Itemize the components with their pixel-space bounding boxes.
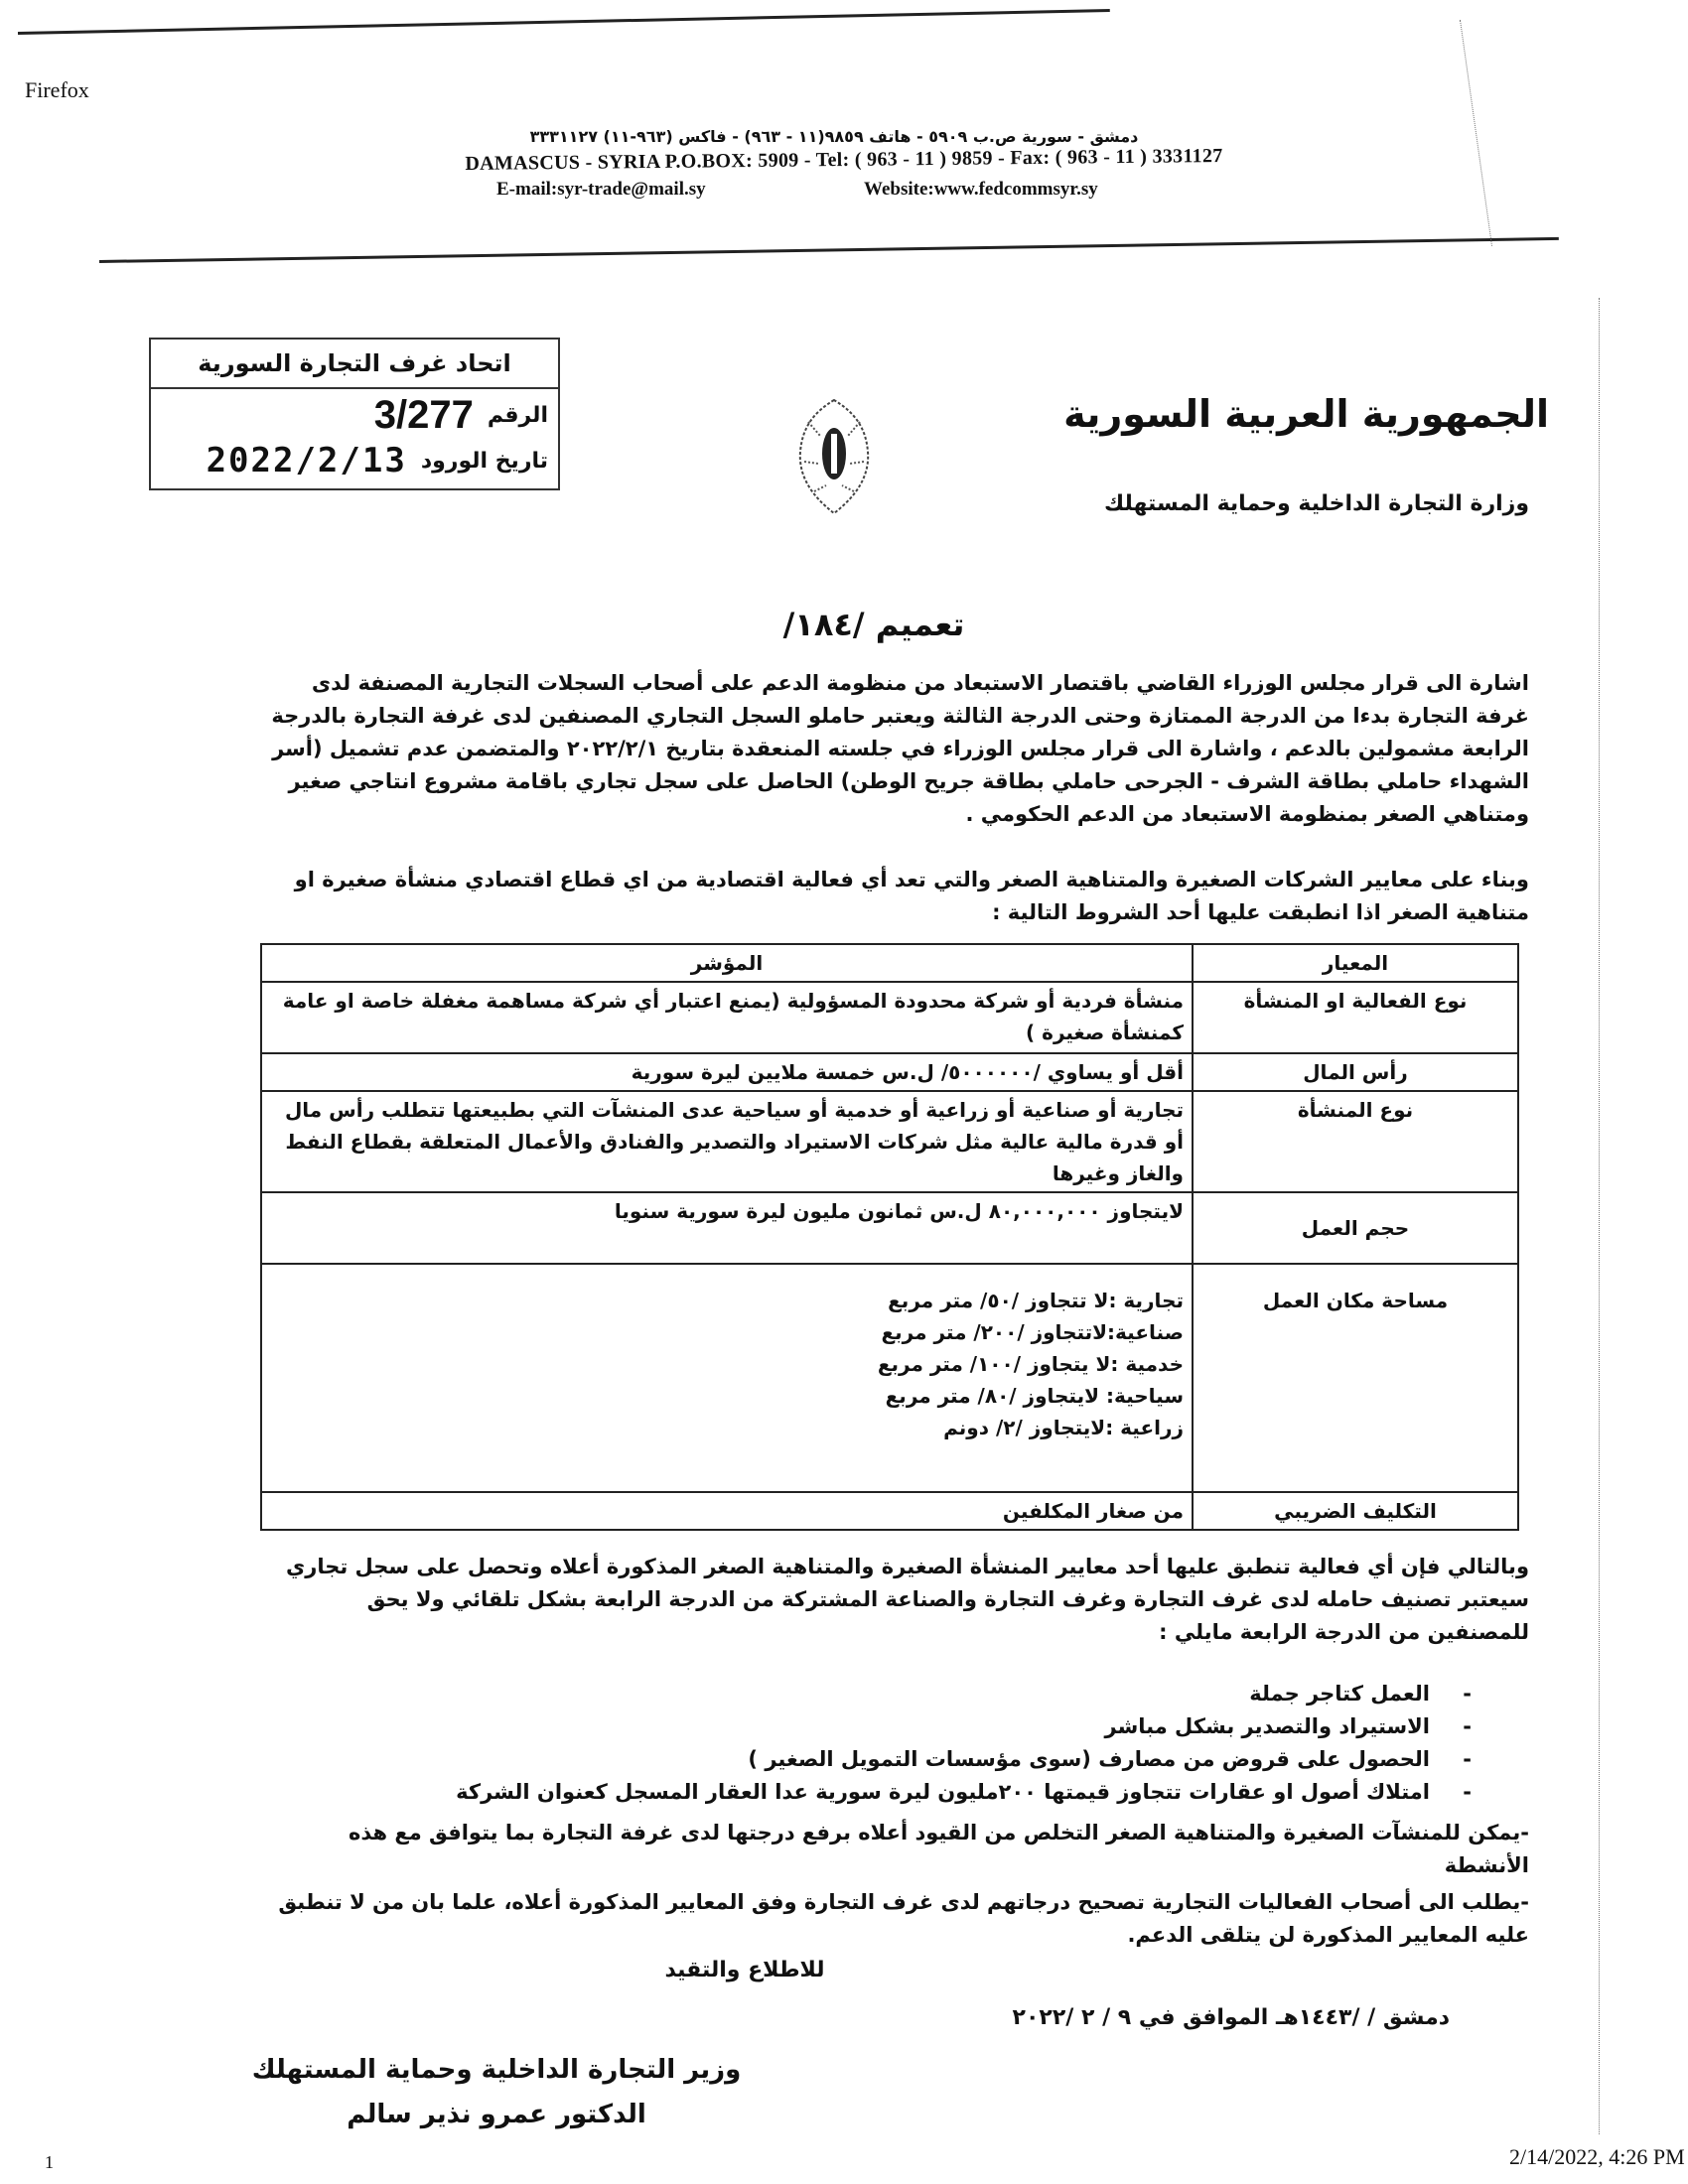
letterhead-address-english: DAMASCUS - SYRIA P.O.BOX: 5909 - Tel: ( 963 - 11 ) 9859 - Fax: ( 963 - 11 ) 3331127 (465, 145, 1223, 175)
table-header-row (261, 944, 1518, 982)
top-scan-edge (18, 9, 1110, 35)
restriction-item: - امتلاك أصول او عقارات تتجاوز قيمتها ٢٠٠مليون ليرة سورية عدا العقار المسجل كعنوان الشركة (258, 1776, 1430, 1809)
indicator-cell: أقل أو يساوي /٥٠٠٠٠٠٠/ ل.س خمسة ملايين ليرة سورية (261, 1053, 1193, 1091)
indicator-cell: منشأة فردية أو شركة محدودة المسؤولية (يمنع اعتبار أي شركة مساهمة مغفلة خاصة او عامة كمنشأة صغيرة ) (261, 982, 1193, 1053)
letterhead-address-arabic: دمشق - سورية ص.ب ٥٩٠٩ - هاتف ٩٨٥٩(١١ - ٩٦٣) - فاكس (٩٦٣-١١) ٣٣٣١١٢٧ (529, 127, 1139, 146)
restriction-item: - العمل كتاجر جملة (258, 1678, 1430, 1710)
intro-paragraph-1: اشارة الى قرار مجلس الوزراء القاضي باقتصار الاستبعاد من منظومة الدعم على أصحاب السجلات التجارية المصنفة لدى غرفة التجارة بدءا من الدرجة الممتازة وحتى الدرجة الثالثة ويعتبر حاملو السجل التجاري المصنفين لدى غرفة التجارة بالدرجة الرابعة مشمولين بالدعم ، واشارة الى قرار مجلس الوزراء في جلسته المنعقدة بتاريخ ٢٠٢٢/٢/١ والمتضمن عدم تشميل (أسر الشهداء حاملي بطاقة الشرف - الجرحى حاملي بطاقة جريح الوطن) الحاصل على سجل تجاري باقامة مشروع انتاجي صغير ومتناهي الصغر بمنظومة الاستبعاد من الدعم الحكومي . (271, 671, 1529, 826)
header-indicator: المؤشر (261, 944, 1193, 982)
page-number: 1 (45, 2152, 54, 2172)
closing-paragraph-2: -يطلب الى أصحاب الفعاليات التجارية تصحيح درجاتهم لدى غرف التجارة وفق المعايير المذكورة أعلاه، علما بان من لا تنطبق عليه المعايير المذكورة لن يتلقى الدعم. (278, 1890, 1529, 1947)
date-line: دمشق / /١٤٤٣هـ الموافق في ٩ / ٢ /٢٠٢٢ (1012, 2005, 1450, 2030)
issuer-ministry: وزارة التجارة الداخلية وحماية المستهلك (1104, 491, 1529, 516)
table-row (261, 1053, 1518, 1091)
syrian-eagle-crest-icon (794, 392, 874, 521)
criterion-cell: نوع الفعالية او المنشأة (1193, 982, 1518, 1053)
criteria-table (260, 943, 1519, 1531)
indicator-cell: من صغار المكلفين (261, 1492, 1193, 1530)
stamp-date-value: 2022/2/13 (206, 441, 407, 480)
area-limit-commercial: تجارية :لا تتجاوز /٥٠/ متر مربع (888, 1289, 1184, 1312)
issuer-republic: الجمهورية العربية السورية (1063, 392, 1549, 436)
signatory-title: وزير التجارة الداخلية وحماية المستهلك (251, 2055, 742, 2085)
stamp-number-value: 3/277 (373, 392, 474, 437)
circular-title: تعميم /١٨٤/ (782, 606, 965, 643)
stamp-number-row (161, 391, 548, 439)
table-row (261, 1192, 1518, 1264)
criterion-cell: حجم العمل (1193, 1192, 1518, 1264)
table-row (261, 1091, 1518, 1192)
letterhead-email: E-mail:syr-trade@mail.sy (496, 179, 706, 200)
for-information-line: للاطلاع والتقيد (664, 1958, 825, 1982)
header-criterion: المعيار (1193, 944, 1518, 982)
criterion-cell: نوع المنشأة (1193, 1091, 1518, 1192)
area-limit-tourism: سياحية: لايتجاوز /٨٠/ متر مربع (885, 1384, 1184, 1408)
stamp-date-label: تاريخ الورود (420, 448, 548, 474)
closing-paragraph-1: -يمكن للمنشآت الصغيرة والمتناهية الصغر التخلص من القيود أعلاه برفع درجتها لدى غرفة التجارة بما يتوافق مع هذه الأنشطة (349, 1821, 1529, 1877)
table-row (261, 1264, 1518, 1492)
restriction-item: - الاستيراد والتصدير بشكل مباشر (258, 1710, 1430, 1743)
right-page-edge (1599, 298, 1600, 2134)
right-scan-edge (1460, 20, 1492, 246)
table-row (261, 1492, 1518, 1530)
receipt-stamp (149, 338, 560, 490)
indicator-cell (261, 1264, 1193, 1492)
table-row (261, 982, 1518, 1053)
indicator-cell: لايتجاوز ٨٠,٠٠٠,٠٠٠ ل.س ثمانون مليون ليرة سورية سنويا (261, 1192, 1193, 1264)
restriction-item: - الحصول على قروض من مصارف (سوى مؤسسات التمويل الصغير ) (258, 1743, 1430, 1776)
browser-label: Firefox (25, 77, 89, 102)
intro-paragraph-2: وبناء على معايير الشركات الصغيرة والمتناهية الصغر والتي تعد أي فعالية اقتصادية من اي قطاع اقتصادي منشأة صغيرة او متناهية الصغر اذا انطبقت عليها أحد الشروط التالية : (294, 868, 1529, 924)
area-limit-industrial: صناعية:لاتتجاوز /٢٠٠/ متر مربع (881, 1320, 1184, 1344)
criterion-cell: مساحة مكان العمل (1193, 1264, 1518, 1492)
restrictions-list (258, 1678, 1489, 1809)
stamp-title: اتحاد غرف التجارة السورية (151, 340, 558, 389)
consequence-paragraph: وبالتالي فإن أي فعالية تنطبق عليها أحد معايير المنشأة الصغيرة والمتناهية الصغر المذكورة أعلاه وتحصل على سجل تجاري سيعتبر تصنيف حامله لدى غرف التجارة وغرف التجارة والصناعة المشتركة من الدرجة الرابعة بشكل تلقائي ولا يحق للمصنفين من الدرجة الرابعة مايلي : (286, 1555, 1529, 1644)
indicator-cell: تجارية أو صناعية أو زراعية أو خدمية أو سياحية عدى المنشآت التي بطبيعتها تتطلب رأس مال أو قدرة مالية عالية مثل شركات الاستيراد والتصدير والفنادق والأعمال المتعلقة بقطاع النفط والغاز وغيرها (261, 1091, 1193, 1192)
letterhead-divider (99, 237, 1559, 263)
area-limit-services: خدمية :لا يتجاوز /١٠٠/ متر مربع (877, 1352, 1184, 1376)
print-timestamp: 2/14/2022, 4:26 PM (1509, 2144, 1685, 2169)
stamp-number-label: الرقم (487, 402, 548, 428)
letterhead-website: Website:www.fedcommsyr.sy (864, 179, 1098, 200)
signatory-name: الدكتور عمرو نذير سالم (347, 2100, 646, 2129)
stamp-date-row (161, 437, 548, 484)
criterion-cell: التكليف الضريبي (1193, 1492, 1518, 1530)
criterion-cell: رأس المال (1193, 1053, 1518, 1091)
area-limit-agricultural: زراعية :لايتجاوز /٢/ دونم (943, 1416, 1184, 1439)
